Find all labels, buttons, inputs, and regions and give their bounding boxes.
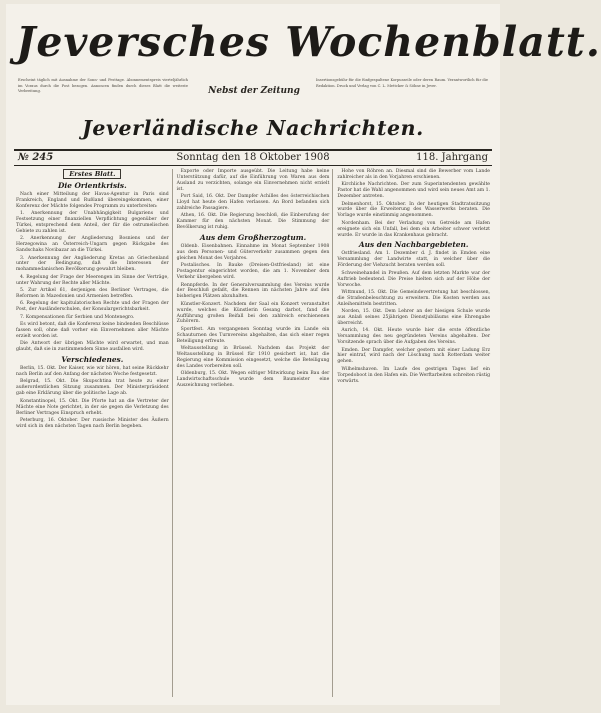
article-paragraph: Oldenb. Eisenbahnen. Einnahme im Monat September 1908 aus dem Personen- und Güterverkehr zusammen gegen den gleichen Monat des Vorjahres. — [176, 244, 330, 261]
article-paragraph: Nordenham. Bei der Verladung von Getreide am Hafen ereignete sich ein Unfall, bei dem ein Arbeiter schwer verletzt wurde. Er wurde in das Krankenhaus gebracht. — [337, 220, 491, 238]
article-paragraph: Athen, 16. Okt. Die Regierung beschloß, die Einberufung der Kammer für den nächsten Monat. Die Stimmung der Bevölkerung ist ruhig. — [176, 213, 330, 231]
section-heading: Aus dem Großherzogtum. — [199, 233, 307, 243]
beiblatt-label: Nebst der Zeitung — [208, 86, 300, 96]
subtitle: Jeverländische Nachrichten. — [82, 116, 424, 140]
issue-year: 118. Jahrgang — [416, 152, 488, 163]
article-paragraph: Oldenburg, 15. Okt. Wegen eifriger Mitwirkung beim Bau der Landwirtschaftsschule wurde dem Baumeister eine Auszeichnung verliehen. — [176, 371, 330, 388]
newspaper-page — [6, 4, 601, 705]
section-heading: Erstes Blatt. — [63, 169, 121, 179]
article-paragraph: Nach einer Mitteilung der Havas-Agentur in Paris sind Frankreich, England und Rußland übereingekommen, einer Konferenz der Mächte folgendes Programm zu unterbreiten: — [16, 192, 169, 209]
article-paragraph: Künstler-Konzert. Nachdem der Saal ein Konzert veranstaltet wurde, welches die Künstlerin Gesang darbot, fand die Aufführung großen Beifall bei den zahlreich erschienenen Zuhörern. — [176, 301, 330, 325]
rule-bottom — [14, 165, 492, 166]
article-paragraph: Die Antwort der übrigen Mächte wird erwartet, und man glaubt, daß sie in zustimmendem Sinne ausfallen wird. — [16, 341, 169, 353]
article-paragraph: 3. Anerkennung der Angliederung Kretas an Griechenland unter der Bedingung, daß die Interessen der mohammedanischen Bevölkerung gewahrt bleiben. — [16, 255, 169, 273]
article-paragraph: Delmenhorst, 15. Oktober. In der heutigen Stadtratssitzung wurde über die Erweiterung des Wasserwerks beraten. Die Vorlage wurde einstimmig angenommen. — [337, 201, 491, 219]
article-paragraph: Ostfriesland. Am 1. Dezember d. J. findet in Emden eine Versammlung der Landwirte statt, in welcher über die Förderung der Viehzucht beraten werden soll. — [337, 251, 491, 269]
article-paragraph: Rennpferde. In der Generalversammlung des Vereins wurde der Beschluß gefaßt, die Rennen im nächsten Jahre auf den bisherigen Plätzen abzuhalten. — [176, 282, 330, 300]
article-paragraph: 1. Anerkennung der Unabhängigkeit Bulgariens und Festsetzung einer finanziellen Verpflichtung gegenüber der Türkei, entsprechend dem Anteil, der für die ostrumelischen Gebiete zu zahlen ist. — [16, 211, 169, 234]
dateline — [18, 150, 488, 165]
article-paragraph: Wilhelmshaven. Im Laufe des gestrigen Tages lief ein Torpedoboot in den Hafen ein. Die Werftarbeiten schreiten rüstig vorwärts. — [337, 366, 491, 384]
article-paragraph: Kirchliche Nachrichten. Der zum Superintendenten gewählte Pastor hat die Wahl angenommen und wird sein neues Amt am 1. Dezember antreten. — [337, 182, 491, 200]
imprint-row — [18, 78, 488, 112]
section-heading: Aus den Nachbargebieten. — [358, 240, 469, 250]
column-3 — [337, 169, 490, 697]
issue-number: № 245 — [18, 152, 54, 163]
section-heading: Die Orientkrisis. — [58, 181, 127, 190]
article-paragraph: Aurich, 14. Okt. Heute wurde hier die erste öffentliche Versammlung des neu gegründeten Vereins abgehalten. Der Vorsitzende sprach über die Aufgaben des Vereins. — [337, 328, 491, 346]
column-2 — [177, 169, 334, 697]
section-heading: Verschiedenes. — [61, 355, 124, 365]
article-paragraph: Norden, 15. Okt. Dem Lehrer an der hiesigen Schule wurde aus Anlaß seines 25jährigen Dienstjubiläums eine Ehrengabe überreicht. — [337, 309, 491, 326]
article-paragraph: Hohe von Röhren an. Diesmal sind die Bewerber vom Lande zahlreicher als in den Vorjahren erschienen. — [337, 169, 491, 180]
article-paragraph: Wittmund, 15. Okt. Die Gemeindevertretung hat beschlossen, die Straßenbeleuchtung zu erweitern. Die Kosten werden aus Anleihemitteln bestritten. — [337, 289, 491, 307]
issue-date: Sonntag den 18 Oktober 1908 — [176, 152, 330, 163]
article-paragraph: Emden. Der Dampfer, welcher gestern mit einer Ladung Erz hier eintraf, wird nach der Löschung nach Rotterdam weiter gehen. — [337, 347, 491, 365]
article-paragraph: Exporte oder Importe ausgeübt. Die Leitung habe keine Unterstützung dafür, auf die Einführung von Waren aus dem Ausland zu verzichten, solange ein Einvernehmen nicht erzielt ist. — [176, 169, 330, 192]
article-paragraph: Weltausstellung in Brüssel. Nachdem das Projekt der Weltausstellung in Brüssel für 1910 gesichert ist, hat die Regierung eine Kommission eingesetzt, welche die Beteiligung des Landes vorbereiten soll. — [176, 346, 330, 369]
article-paragraph: Sportfest. Am vergangenen Sonntag wurde im Lande ein Schauturnen des Turnvereins abgehalten, das sich einer regen Beteiligung erfreute. — [176, 326, 330, 344]
article-paragraph: Berlin, 15. Okt. Der Kaiser, wie wir hören, hat seine Rückkehr nach Berlin auf den Anfang der nächsten Woche festgesetzt. — [16, 366, 169, 378]
article-paragraph: Belgrad, 15. Okt. Die Skupschtina trat heute zu einer außerordentlichen Sitzung zusammen. Der Ministerpräsident gab eine Erklärung über die politische Lage ab. — [16, 379, 169, 397]
article-paragraph: Konstantinopel, 15. Okt. Die Pforte hat an die Vertreter der Mächte eine Note gerichtet, in der sie gegen die Verletzung des Berliner Vertrages Einspruch erhebt. — [16, 398, 169, 416]
column-1 — [16, 169, 173, 697]
article-paragraph: 7. Kompensationen für Serbien und Montenegro. — [20, 314, 135, 320]
article-paragraph: Es wird betont, daß die Konferenz keine bindenden Beschlüsse fassen soll, ohne daß vorher ein Einvernehmen aller Mächte erzielt worden ist. — [16, 322, 169, 339]
article-paragraph: Postalisches. In Bauke (Dreisen-Ostfriesland) ist eine Postagentur eingerichtet worden, die am 1. November dem Verkehr übergeben wird. — [176, 263, 330, 281]
article-paragraph: Peterburg, 16. Oktober. Der russische Minister des Äußern wird sich in den nächsten Tagen nach Berlin begeben. — [16, 417, 169, 429]
masthead-title: Jeversches Wochenblatt. — [16, 18, 601, 66]
article-paragraph: 4. Regelung der Frage der Meerengen im Sinne der Verträge, unter Wahrung der Rechte aller Mächte. — [16, 274, 169, 286]
article-paragraph: 2. Anerkennung der Angliederung Bosniens und der Herzegowina an Österreich-Ungarn gegen Rückgabe des Sandschaks Novibazar an die Türkei. — [16, 236, 169, 254]
article-paragraph: 6. Regelung der kapitulatorischen Rechte und der Fragen der Post, der Ausländerschulen, der Konsulargerichtsbarkeit. — [16, 301, 169, 313]
article-columns — [16, 169, 490, 697]
article-paragraph: 5. Zur Artikel 61, derjenigen des Berliner Vertrages, die Reformen in Mazedonien und Armenien betreffen. — [16, 288, 169, 299]
imprint-right: Insertionsgebühr für die fünfgespaltene Korpuszeile oder deren Raum. Verantwortlich für die Redaktion. Druck und Verlag von C. L. Mettcker & Söhne in Jever. — [316, 78, 488, 88]
article-paragraph: Port Said, 16. Okt. Der Dampfer Achilles des österreichischen Lloyd hat heute den Hafen verlassen. An Bord befanden sich zahlreiche Passagiere. — [176, 194, 330, 211]
article-paragraph: Schweinehandel in Preußen. Auf dem letzten Markte war der Auftrieb bedeutend. Die Preise hielten sich auf der Höhe der Vorwoche. — [337, 270, 491, 288]
imprint-left: Erscheint täglich mit Ausnahme der Sonn- und Festtage. Abonnementspreis vierteljährlich im Voraus durch die Post bezogen. Annoncen finden durch dieses Blatt die weiteste Verbreitung. — [18, 78, 188, 94]
